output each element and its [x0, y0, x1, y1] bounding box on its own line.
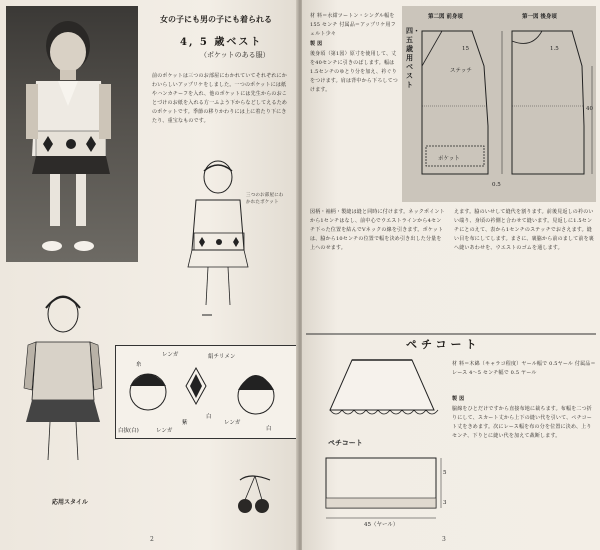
section-rule: [306, 332, 596, 336]
left-body-text: 前のポケットは三つのお部屋にわかれていてそれぞれにかわいらしいアップリケをしました。一つのポケットには紙やハンカチーフを入れ、他のポケットには先生からのおことづけのお紙を入れる方一ふよう下からなどしてえるためのポケットです。季節の移りかわりには上に着たり下にきたり、重宝なものです。: [152, 73, 288, 124]
applique-label-6: 紫: [182, 420, 188, 426]
petticoat-dim-width: 45（ヤール）: [364, 522, 399, 528]
petticoat-body-text: 脇線をひとだけですから直接布地に裁ちます。布幅を二つ折りにして、スカート丈から上下の縫い代を引いて、ペチコート丈をきめます。次にレース幅を布の分を位置に決め、上りセンチ、下りとに縫い代を加えて裁断します。: [452, 406, 593, 439]
applique-label-8: 白: [266, 426, 272, 432]
applique-label-3: 絹チリメン: [208, 354, 236, 360]
applique-label-1: レンガ: [162, 352, 179, 358]
applique-label-2: 糸: [136, 362, 142, 368]
left-page: [0, 0, 298, 550]
left-page-number: 2: [150, 536, 154, 543]
petticoat-illustration: [322, 355, 442, 425]
child-photo: [6, 6, 138, 262]
applique-pattern-box: [115, 345, 297, 439]
petticoat-cutting-header: 製 図: [452, 396, 465, 402]
pattern-diagram-panel: [402, 6, 596, 202]
right-page-number: 3: [442, 536, 446, 543]
petticoat-pattern-diagram: [316, 448, 446, 528]
cherry-motif: [230, 470, 280, 520]
right-body-col3: えます。脇のいせして縫代を割ります。前後見返しの衿のいい端り、身頃の衿側と合わせて縫います。見返しに1.5センチにとのえて、表から1センチのステッチでおさえます。縫い目を布にしてします。まさに、裏脇から前のまして前を裏へ縫いあわせを、ウエストのゴムを通します。: [454, 209, 595, 251]
pocket-note: 三つのお部屋にわかれたポケット: [246, 193, 284, 205]
petticoat-dim-3: 3: [443, 500, 447, 506]
applique-label-7: レンガ: [224, 420, 241, 426]
right-body-col1: 後身頃（第1図）原寸を使用して、丈を40センチに引きのばします。幅は1.5センチのゆとり分を加え、衿ぐりをつけます。肩は背中から下ろしてつけます。: [310, 51, 399, 93]
subtitle: （ポケットのある服）: [200, 51, 270, 59]
petticoat-dim-5: 5: [443, 470, 447, 476]
diagram-label-1-5: 1.5: [550, 46, 559, 52]
materials-text: 材 料＝水紺ツートン・シングル幅を 155 センチ 付属品＝アップリケ用フェルト少々: [310, 13, 396, 37]
diagram-label-15: 15: [462, 46, 469, 52]
diagram-title-right: 第一図 後身頃: [522, 14, 557, 20]
applique-label-5: レンガ: [156, 428, 173, 434]
right-body-col2: 図柄・袖柄・製縫は縫と同時に付けます。ネックポイントから1センチはなし、前中心でウエストラインから4センチ下った位置を結んでVネックの線を引きます。ポケットは、脇から10センチの位置で幅を決め引き出した分量を上へのせます。: [310, 209, 445, 251]
pattern-diagram-lines: [402, 6, 596, 202]
diagram-label-0-5: 0.5: [492, 182, 501, 188]
girl-applied-style-illustration: [18, 290, 108, 480]
child-vest-photo-illustration: [6, 6, 138, 262]
right-page: [302, 0, 600, 550]
cutting-header: 製 図: [310, 41, 323, 47]
title-line-1: 女の子にも男の子にも着られる: [160, 14, 272, 24]
diagram-label-pocket: ポケット: [438, 156, 460, 162]
diagram-label-40: 40: [586, 106, 593, 112]
title-line-2: 4, 5 歳ベスト: [180, 37, 263, 48]
applique-label-9: 白抜(白): [118, 428, 139, 434]
petticoat-materials: 材 料＝木綿（キャラコ程度）ヤール幅で 0.5ヤール 付属品＝レース 4～5 センチ幅で 0.5 ヤール: [452, 361, 596, 376]
diagram-label-stitch: ステッチ: [450, 68, 472, 74]
boy-vest-illustration: [178, 155, 268, 325]
applique-label-4: 白: [206, 414, 212, 420]
diagram-side-label: 四・五歳用ベスト: [406, 26, 420, 89]
petticoat-pattern-label: ペチコート: [328, 438, 363, 447]
applied-style-caption: 応用スタイル: [52, 499, 88, 506]
petticoat-heading: ペチコート: [406, 338, 481, 351]
diagram-title-left: 第二図 前身頃: [428, 14, 463, 20]
